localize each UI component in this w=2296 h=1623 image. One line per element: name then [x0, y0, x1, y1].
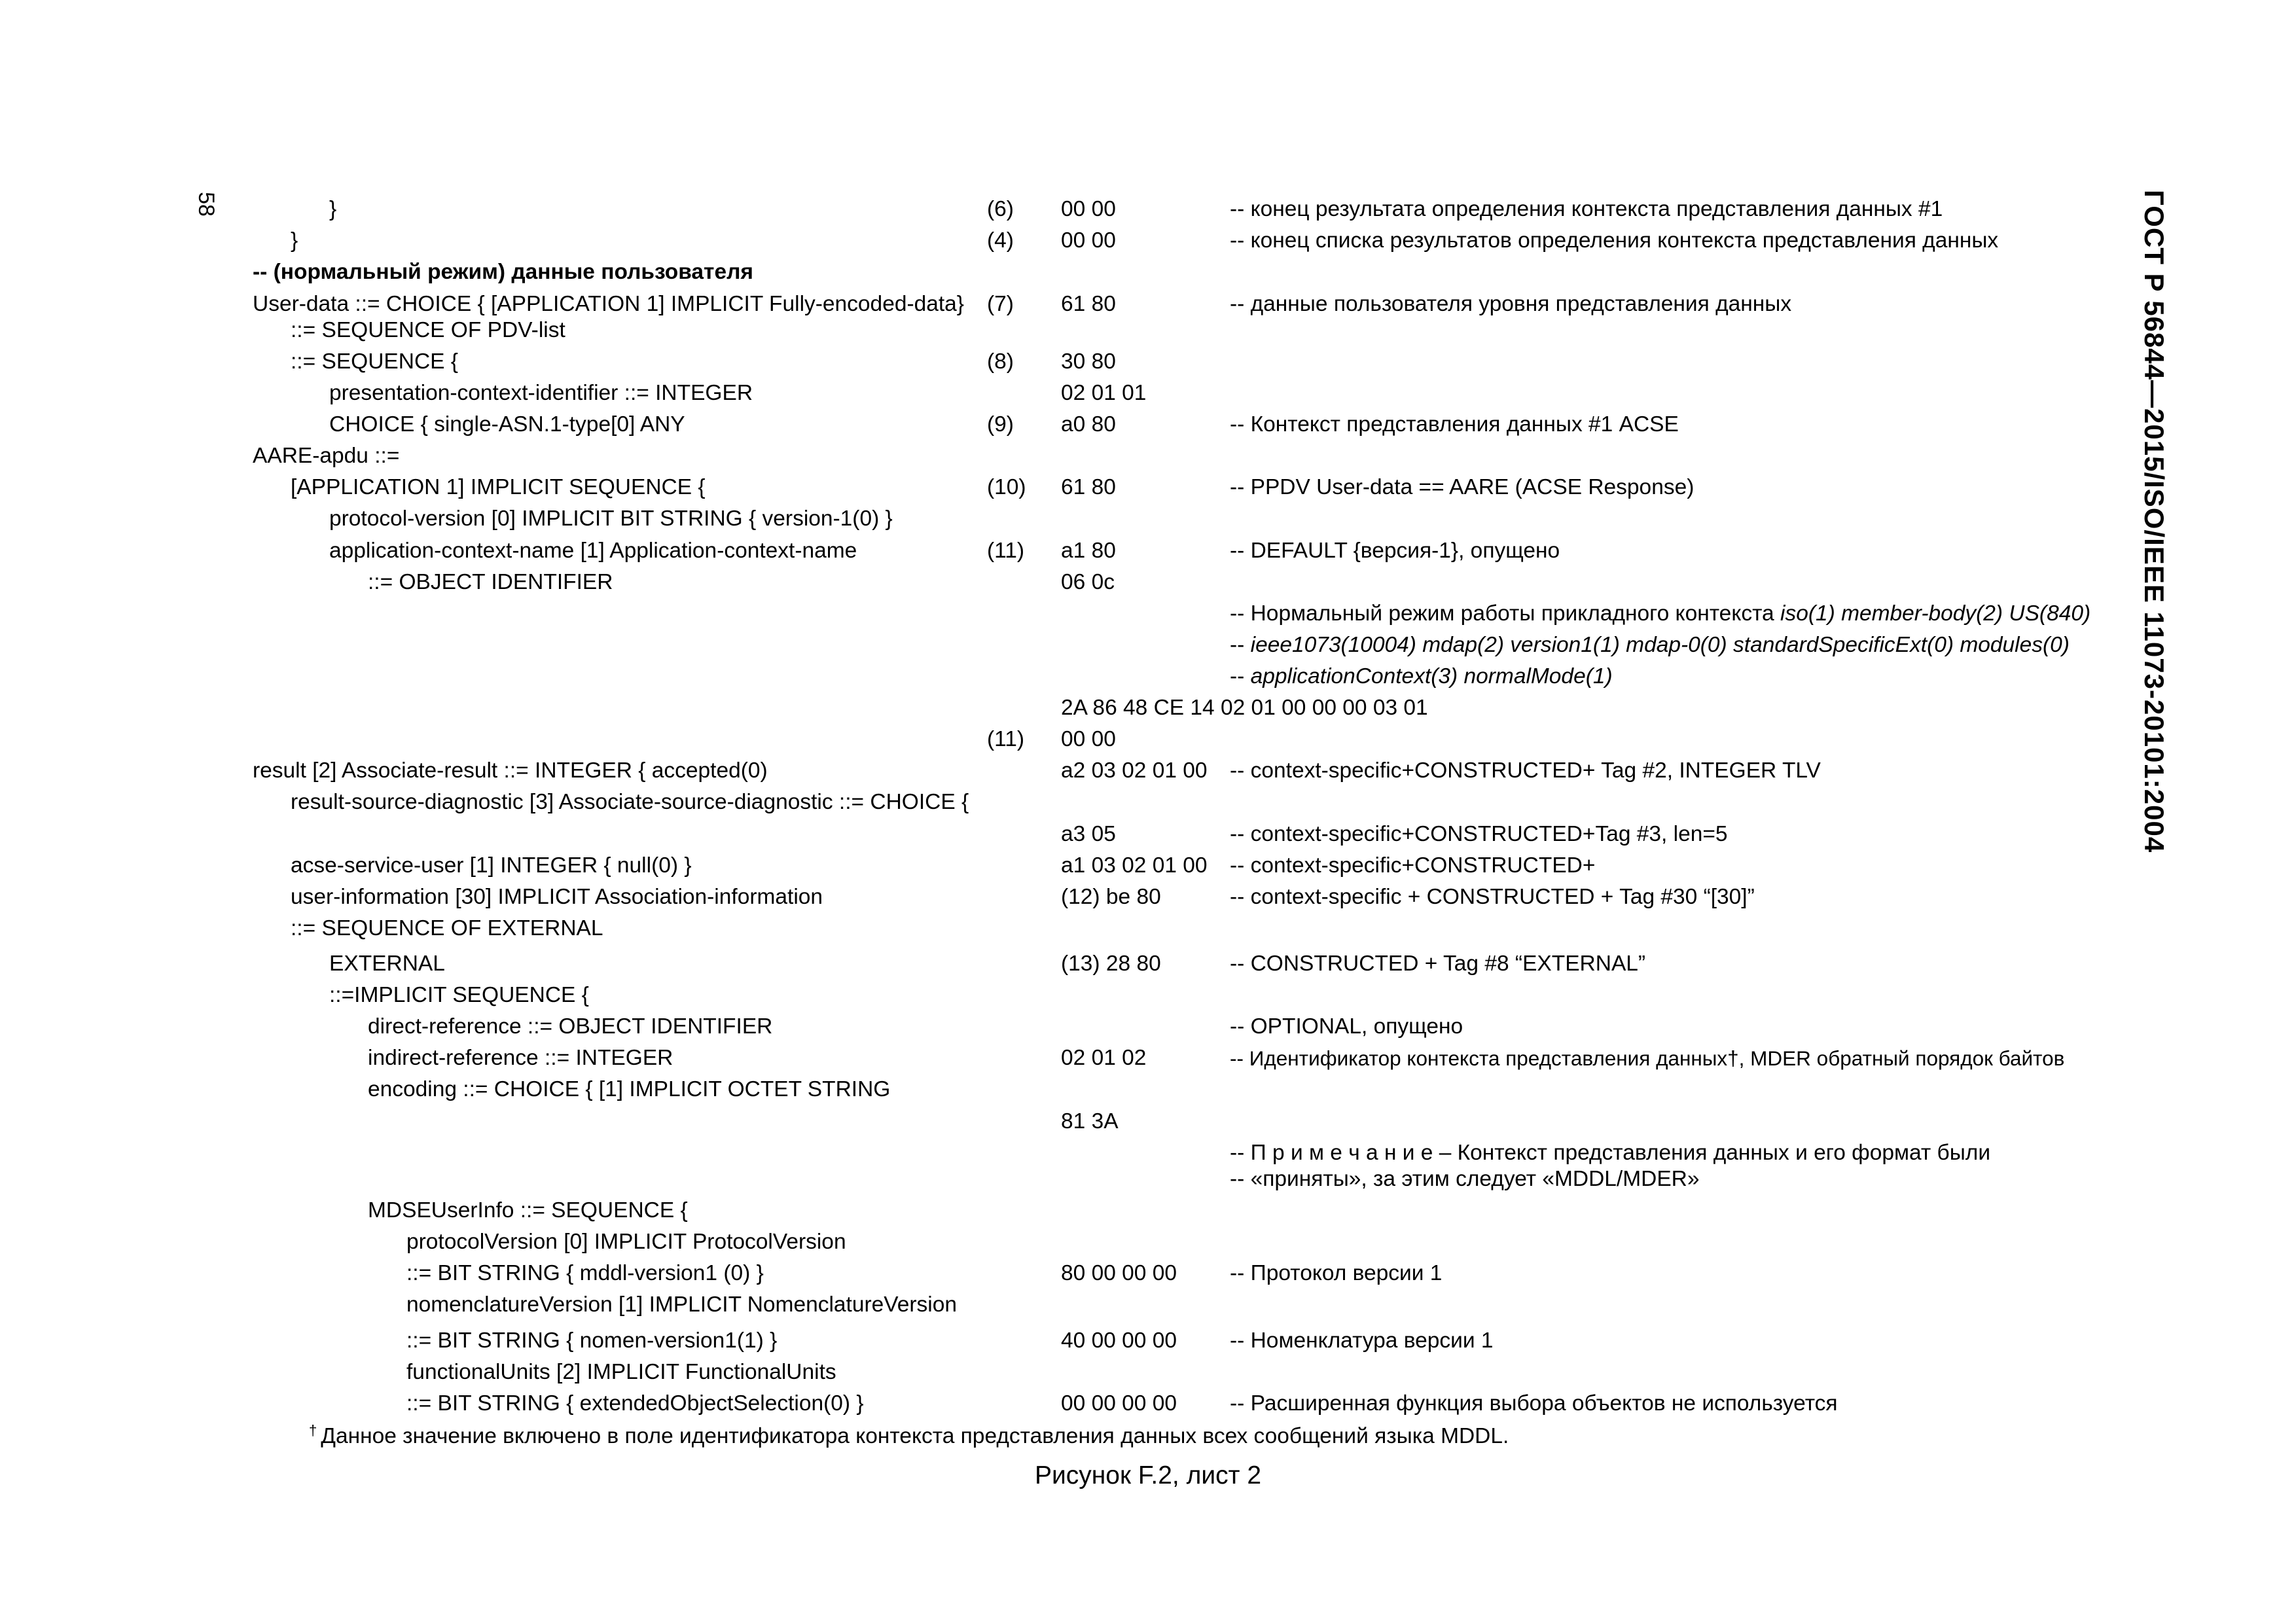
hex-bytes: 30 80 — [1061, 349, 1116, 374]
hex-bytes: a3 05 — [1061, 822, 1116, 846]
document-header: ГОСТ Р 56844—2015/ISO/IEEE 11073-20101:2004 — [2139, 190, 2170, 853]
page-number: 58 — [193, 192, 219, 217]
comment-text: -- данные пользователя уровня представления данных — [1230, 292, 1792, 316]
hex-bytes: a0 80 — [1061, 412, 1116, 437]
comment-text: -- context-specific+CONSTRUCTED+ Tag #2, INTEGER TLV — [1230, 758, 1821, 783]
code-text: } — [329, 197, 337, 221]
comment-text: -- конец списка результатов определения контекста представления данных — [1230, 228, 1999, 253]
hex-bytes: 00 00 — [1061, 228, 1116, 253]
note-text: -- «приняты», за этим следует «MDDL/MDER» — [1230, 1167, 1700, 1191]
hex-bytes: a2 03 02 01 00 — [1061, 758, 1208, 783]
comment-text: -- конец результата определения контекста представления данных #1 — [1230, 197, 1943, 221]
hex-bytes: 00 00 — [1061, 197, 1116, 221]
section-heading: -- (нормальный режим) данные пользователя — [253, 260, 753, 284]
code-text: nomenclatureVersion [1] IMPLICIT NomenclatureVersion — [406, 1293, 958, 1317]
comment-text: -- DEFAULT {версия-1}, опущено — [1230, 539, 1560, 563]
comment-text: -- Идентификатор контекста представления данных†, MDER обратный порядок байтов — [1230, 1046, 2065, 1070]
hex-bytes: a1 80 — [1061, 539, 1116, 563]
hex-bytes: 00 00 00 00 — [1061, 1391, 1177, 1416]
step-number: (7) — [987, 292, 1014, 316]
step-number: (8) — [987, 349, 1014, 374]
code-text: indirect-reference ::= INTEGER — [368, 1046, 673, 1070]
hex-bytes: 02 01 02 — [1061, 1046, 1147, 1070]
code-text: User-data ::= CHOICE { [APPLICATION 1] IMPLICIT Fully-encoded-data} — [253, 292, 964, 316]
code-text: ::= BIT STRING { mddl-version1 (0) } — [406, 1261, 764, 1285]
code-text: user-information [30] IMPLICIT Association-information — [291, 885, 823, 909]
oid-italic: ieee1073(10004) mdap(2) version1(1) mdap-0(0) standardSpecificExt(0) modules(0) — [1250, 633, 2070, 657]
code-text: result-source-diagnostic [3] Associate-source-diagnostic ::= CHOICE { — [291, 790, 969, 814]
hex-bytes: 40 00 00 00 — [1061, 1329, 1177, 1353]
footnote — [309, 1418, 1509, 1450]
comment-text — [1230, 631, 2070, 660]
step-number: (11) — [987, 727, 1025, 751]
comment-text: -- context-specific+CONSTRUCTED+Tag #3, len=5 — [1230, 822, 1728, 846]
code-text: ::= SEQUENCE OF PDV-list — [291, 318, 565, 342]
code-text: protocolVersion [0] IMPLICIT ProtocolVersion — [406, 1230, 846, 1254]
code-text: ::= OBJECT IDENTIFIER — [368, 570, 613, 594]
code-text: ::=IMPLICIT SEQUENCE { — [329, 983, 589, 1007]
hex-bytes: 81 3A — [1061, 1109, 1119, 1133]
oid-italic: applicationContext(3) normalMode(1) — [1250, 664, 1613, 688]
comment-plain: -- Нормальный режим работы прикладного контекста — [1230, 601, 1781, 626]
comment-text: -- Протокол версии 1 — [1230, 1261, 1443, 1285]
step-number: (9) — [987, 412, 1014, 437]
code-text: direct-reference ::= OBJECT IDENTIFIER — [368, 1014, 773, 1039]
code-text: [APPLICATION 1] IMPLICIT SEQUENCE { — [291, 475, 706, 499]
comment-text: -- context-specific+CONSTRUCTED+ — [1230, 853, 1596, 878]
comment-plain: -- — [1230, 633, 1251, 657]
code-text: presentation-context-identifier ::= INTEGER — [329, 381, 753, 405]
comment-text — [1230, 599, 2090, 628]
comment-text: -- Расширенная функция выбора объектов не используется — [1230, 1391, 1838, 1416]
hex-bytes: 80 00 00 00 — [1061, 1261, 1177, 1285]
comment-text: -- Контекст представления данных #1 ACSE — [1230, 412, 1679, 437]
code-text: application-context-name [1] Application-context-name — [329, 539, 857, 563]
code-text: acse-service-user [1] INTEGER { null(0) } — [291, 853, 692, 878]
step-number: (10) — [987, 475, 1026, 499]
hex-bytes: a1 03 02 01 00 — [1061, 853, 1208, 878]
code-text: ::= BIT STRING { nomen-version1(1) } — [406, 1329, 778, 1353]
step-number: (4) — [987, 228, 1014, 253]
step-number: (6) — [987, 197, 1014, 221]
code-text: AARE-apdu ::= — [253, 444, 400, 468]
note-text: -- П р и м е ч а н и е – Контекст представления данных и его формат были — [1230, 1141, 1991, 1165]
comment-text: -- context-specific + CONSTRUCTED + Tag #30 “[30]” — [1230, 885, 1755, 909]
hex-bytes: (13) 28 80 — [1061, 952, 1161, 976]
code-text: } — [291, 228, 298, 253]
code-text: functionalUnits [2] IMPLICIT FunctionalUnits — [406, 1360, 836, 1384]
code-text: protocol-version [0] IMPLICIT BIT STRING { version-1(0) } — [329, 507, 893, 531]
hex-bytes: 61 80 — [1061, 475, 1116, 499]
hex-bytes: 00 00 — [1061, 727, 1116, 751]
code-text: ::= BIT STRING { extendedObjectSelection(0) } — [406, 1391, 864, 1416]
comment-text — [1230, 662, 1613, 691]
footnote-text: Данное значение включено в поле идентификатора контекста представления данных всех сообщений языка MDDL. — [321, 1424, 1509, 1448]
comment-text: -- PPDV User-data == AARE (ACSE Response) — [1230, 475, 1695, 499]
dagger-mark: † — [309, 1422, 317, 1438]
hex-bytes: 61 80 — [1061, 292, 1116, 316]
hex-bytes: 2A 86 48 CE 14 02 01 00 00 00 03 01 — [1061, 696, 1428, 720]
code-text: MDSEUserInfo ::= SEQUENCE { — [368, 1198, 688, 1222]
code-text: ::= SEQUENCE { — [291, 349, 458, 374]
comment-plain: -- — [1230, 664, 1251, 688]
hex-bytes: 06 0c — [1061, 570, 1115, 594]
code-text: CHOICE { single-ASN.1-type[0] ANY — [329, 412, 685, 437]
hex-bytes: 02 01 01 — [1061, 381, 1147, 405]
figure-caption: Рисунок F.2, лист 2 — [1034, 1461, 1262, 1489]
code-text: ::= SEQUENCE OF EXTERNAL — [291, 916, 603, 940]
code-text: result [2] Associate-result ::= INTEGER { accepted(0) — [253, 758, 768, 783]
code-text: EXTERNAL — [329, 952, 445, 976]
comment-text: -- Номенклатура версии 1 — [1230, 1329, 1494, 1353]
oid-italic: iso(1) member-body(2) US(840) — [1780, 601, 2091, 626]
comment-text: -- OPTIONAL, опущено — [1230, 1014, 1463, 1039]
comment-text: -- CONSTRUCTED + Tag #8 “EXTERNAL” — [1230, 952, 1646, 976]
code-text: encoding ::= CHOICE { [1] IMPLICIT OCTET STRING — [368, 1077, 891, 1101]
step-number: (11) — [987, 539, 1025, 563]
hex-bytes: (12) be 80 — [1061, 885, 1161, 909]
